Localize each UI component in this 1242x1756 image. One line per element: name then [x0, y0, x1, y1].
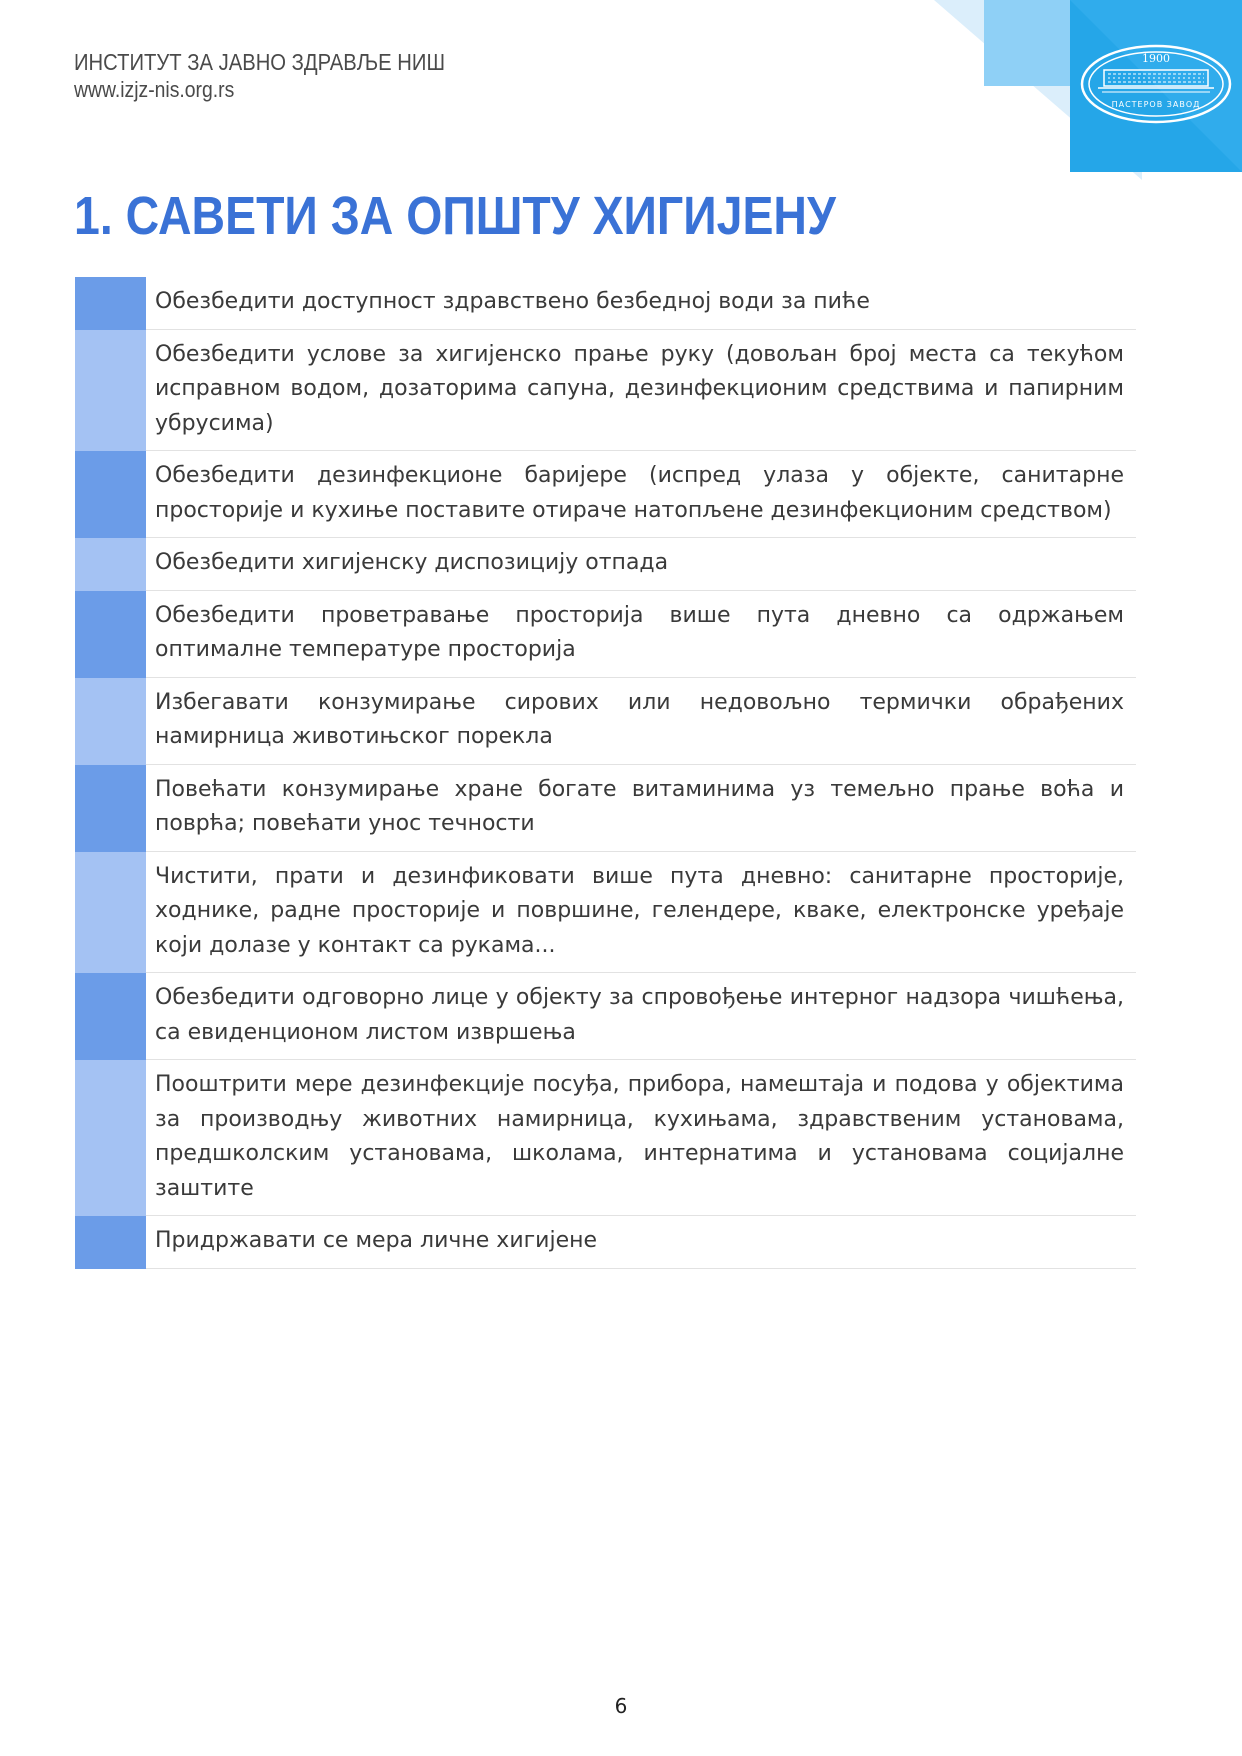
- list-item-text: Придржавати се мера личне хигијене: [146, 1216, 1136, 1269]
- page-title: 1. САВЕТИ ЗА ОПШТУ ХИГИЈЕНУ: [74, 186, 836, 246]
- page-number: 6: [614, 1694, 628, 1718]
- list-item: [75, 1216, 1136, 1269]
- row-marker: [75, 765, 146, 852]
- organization-name: ИНСТИТУТ ЗА ЈАВНО ЗДРАВЉЕ НИШ: [74, 49, 446, 75]
- row-marker: [75, 451, 146, 538]
- list-item-text: Обезбедити проветравање просторија више пута дневно са одржањем оптималне температуре просторија: [146, 591, 1136, 678]
- list-item: [75, 852, 1136, 974]
- logo-year: 1900: [1142, 52, 1170, 65]
- row-marker: [75, 277, 146, 330]
- list-item-text: Обезбедити услове за хигијенско прање руку (довољан број места са текућом исправном водом, дозаторима сапуна, дезинфекционим средствима и папирним убрусима): [146, 330, 1136, 452]
- organization-website: www.izjz-nis.org.rs: [74, 77, 235, 102]
- hygiene-advice-list: [75, 277, 1136, 1269]
- row-marker: [75, 330, 146, 452]
- list-item-text: Избегавати конзумирање сирових или недовољно термички обрађених намирница животињског порекла: [146, 678, 1136, 765]
- row-marker: [75, 973, 146, 1060]
- row-marker: [75, 1060, 146, 1216]
- list-item: [75, 678, 1136, 765]
- row-marker: [75, 1216, 146, 1269]
- header-corner-graphic: [842, 0, 1242, 180]
- list-item: [75, 451, 1136, 538]
- row-marker: [75, 538, 146, 591]
- list-item-text: Повећати конзумирање хране богате витаминима уз темељно прање воћа и поврћа; повећати унос течности: [146, 765, 1136, 852]
- page-header: [74, 48, 496, 104]
- list-item-text: Обезбедити одговорно лице у објекту за спровођење интерног надзора чишћења, са евиденционом листом извршења: [146, 973, 1136, 1060]
- list-item: [75, 330, 1136, 452]
- list-item: [75, 277, 1136, 330]
- list-item: [75, 591, 1136, 678]
- list-item: [75, 765, 1136, 852]
- row-marker: [75, 591, 146, 678]
- list-item-text: Обезбедити доступност здравствено безбедној води за пиће: [146, 277, 1136, 330]
- list-item: [75, 973, 1136, 1060]
- list-item-text: Обезбедити хигијенску диспозицију отпада: [146, 538, 1136, 591]
- list-item-text: Пооштрити мере дезинфекције посуђа, прибора, намештаја и подова у објектима за производњу животних намирница, кухињама, здравственим установама, предшколским установама, школама, интернатима и установама социјалне заштите: [146, 1060, 1136, 1216]
- list-item-text: Чистити, прати и дезинфиковати више пута дневно: санитарне просторије, ходнике, радне просторије и површине, гелендере, кваке, електронске уређаје који долазе у контакт са рукама...: [146, 852, 1136, 974]
- list-item-text: Обезбедити дезинфекционе баријере (испред улаза у објекте, санитарне просторије и кухиње поставите отираче натопљене дезинфекционим средством): [146, 451, 1136, 538]
- logo-caption: ПАСТЕРОВ ЗАВОД: [1111, 100, 1201, 109]
- list-item: [75, 1060, 1136, 1216]
- row-marker: [75, 678, 146, 765]
- list-item: [75, 538, 1136, 591]
- row-marker: [75, 852, 146, 974]
